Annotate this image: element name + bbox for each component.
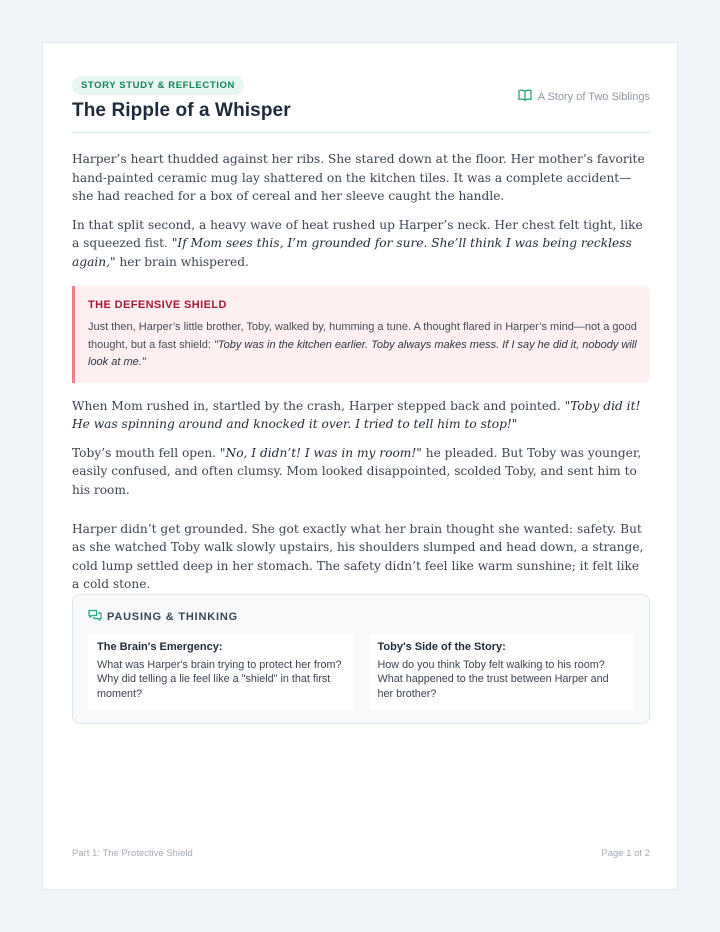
question-card-title: The Brain's Emergency: xyxy=(97,641,223,653)
story-paragraph-2: In that split second, a heavy wave of heat rushed up Harper’s neck. Her chest felt tight, like a squeezed fist. "If Mom sees this, I’m grounded for sure. She’ll think I was being reckless again," her brain whispered. xyxy=(72,217,643,269)
chat-bubbles-icon xyxy=(88,609,102,625)
question-card-toby xyxy=(369,633,635,711)
page-number: Page 1 of 2 xyxy=(601,848,650,859)
pausing-thinking-box xyxy=(72,594,650,724)
page-footer xyxy=(72,848,650,859)
question-card-text: What was Harper's brain trying to protect her from? Why did telling a lie feel like a "shield" in that first moment? xyxy=(97,659,342,700)
story-paragraph-4: Toby’s mouth fell open. "No, I didn’t! I was in my room!" he pleaded. But Toby was younger, easily confused, and often clumsy. Mom looked disappointed, scolded Toby, and sent him to his room. xyxy=(72,445,642,498)
callout-text: Just then, Harper’s little brother, Toby, walked by, humming a tune. A thought flared in Harper’s mind—not a good thought, but a fast shield: "Toby was in the kitchen earlier. Toby always makes mess. If I say he did it, nobody will look at me." xyxy=(88,321,637,369)
story-paragraph-1: Harper’s heart thudded against her ribs. She stared down at the floor. Her mother’s favorite hand-painted ceramic mug lay shattered on the kitchen tiles. It was a complete accident—she had reached for a box of cereal and her sleeve caught the handle. xyxy=(72,152,645,204)
thinking-title: PAUSING & THINKING xyxy=(107,611,238,623)
harper-quote: "Toby did it! He was spinning around and knocked it over. I tried to tell him to stop!" xyxy=(72,398,641,432)
question-cards xyxy=(88,633,634,711)
question-card-text: How do you think Toby felt walking to his room? What happened to the trust between Harper and her brother? xyxy=(377,659,609,700)
open-book-icon xyxy=(518,89,532,104)
story-body xyxy=(72,150,650,604)
defensive-shield-callout xyxy=(72,286,650,383)
callout-quote: "Toby was in the kitchen earlier. Toby always makes mess. If I say he did it, nobody will look at me." xyxy=(88,338,637,369)
worksheet-page xyxy=(42,42,678,890)
story-subtitle xyxy=(518,89,650,104)
category-tag: STORY STUDY & REFLECTION xyxy=(72,76,244,95)
page-title: The Ripple of a Whisper xyxy=(72,100,291,121)
footer-part-label: Part 1: The Protective Shield xyxy=(72,848,193,859)
page-header xyxy=(72,75,650,122)
thinking-header xyxy=(88,609,634,625)
question-card-brain xyxy=(88,633,354,711)
inner-voice-quote: "If Mom sees this, I’m grounded for sure. She’ll think I was being reckless again," xyxy=(72,236,632,269)
header-divider xyxy=(72,132,650,133)
question-card-title: Toby's Side of the Story: xyxy=(377,641,506,653)
toby-quote: "No, I didn’t! I was in my room!" xyxy=(219,445,422,460)
story-paragraph-5: Harper didn’t get grounded. She got exactly what her brain thought she wanted: safety. But as she watched Toby walk slowly upstairs, his shoulders slumped and head down, a strange, cold lump settled deep in her stomach. The safety didn’t feel like warm sunshine; it felt like a cold stone. xyxy=(72,521,644,592)
story-paragraph-3: When Mom rushed in, startled by the crash, Harper stepped back and pointed. "Toby did it! He was spinning around and knocked it over. I tried to tell him to stop!" xyxy=(72,398,641,432)
callout-title: THE DEFENSIVE SHIELD xyxy=(88,298,227,311)
subtitle-text: A Story of Two Siblings xyxy=(537,90,650,103)
